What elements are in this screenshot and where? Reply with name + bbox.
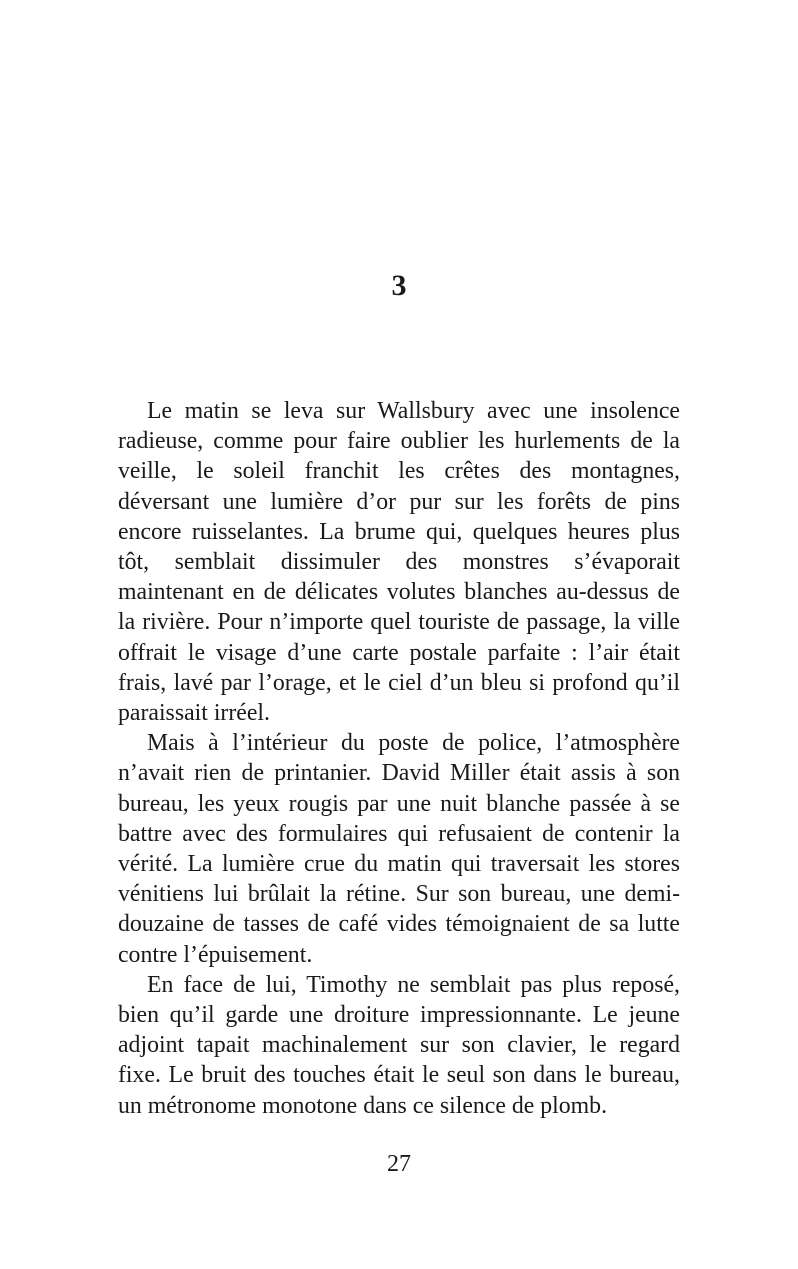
page-number: 27 <box>387 1151 411 1177</box>
paragraph-1: Le matin se leva sur Wallsbury avec une insolence radieuse, comme pour faire oublier les hurlements de la veille, le soleil franchit les crêtes des montagnes, déversant une lumière d’or pur sur les forêts de pins encore ruisselantes. La brume qui, quelques heures plus tôt, semblait dissimuler des monstres s’évaporait maintenant en de délicates volutes blanches au-dessus de la rivière. Pour n’importe quel touriste de passage, la ville offrait le visage d’une carte postale parfaite : l’air était frais, lavé par l’orage, et le ciel d’un bleu si profond qu’il paraissait irréel. <box>118 398 680 727</box>
chapter-body <box>118 396 680 1121</box>
paragraph-3: En face de lui, Timothy ne semblait pas plus reposé, bien qu’il garde une droiture impressionnante. Le jeune adjoint tapait machinalement sur son clavier, le regard fixe. Le bruit des touches était le seul son dans le bureau, un métronome monotone dans ce silence de plomb. <box>118 971 680 1119</box>
paragraph-2: Mais à l’intérieur du poste de police, l’atmosphère n’avait rien de printanier. David Miller était assis à son bureau, les yeux rougis par une nuit blanche passée à se battre avec des formulaires qui refusaient de contenir la vérité. La lumière crue du matin qui traversait les stores vénitiens lui brûlait la rétine. Sur son bureau, une demi-douzaine de tasses de café vides témoignaient de sa lutte contre l’épuisement. <box>118 730 680 968</box>
chapter-number: 3 <box>391 269 407 302</box>
